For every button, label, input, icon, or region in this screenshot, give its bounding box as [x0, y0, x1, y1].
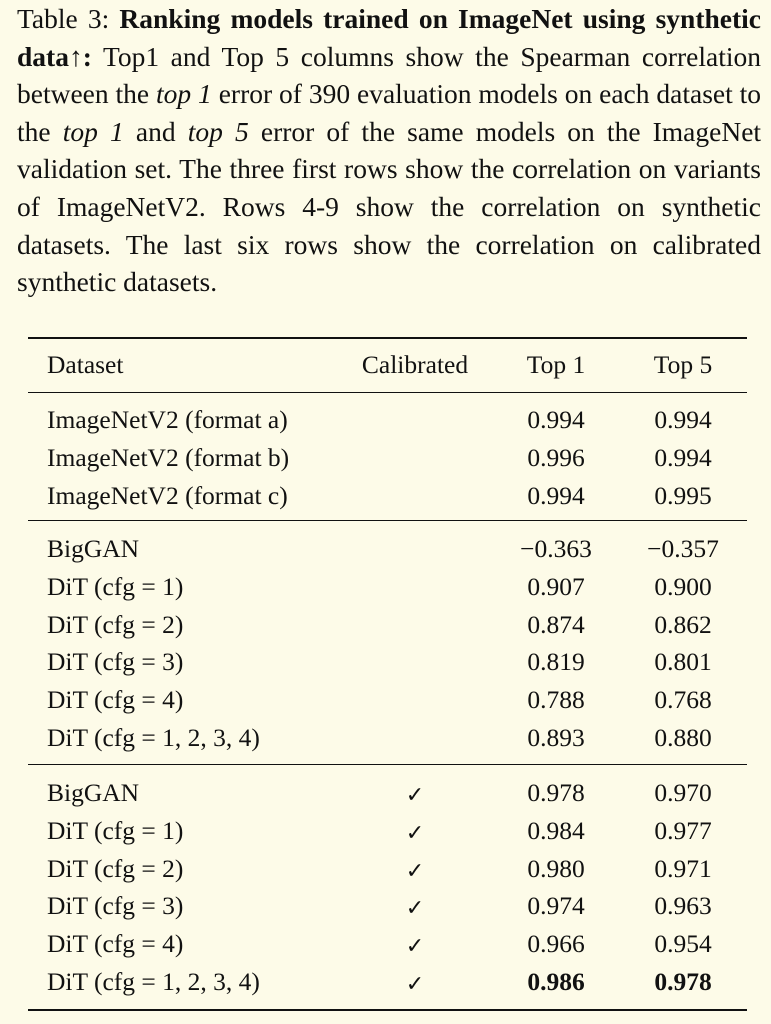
dataset-cell: DiT (cfg = 2) [47, 609, 184, 639]
top1-cell: 0.996 [527, 442, 585, 472]
dataset-cell: DiT (cfg = 4) [47, 929, 184, 959]
dataset-cell: DiT (cfg = 2) [47, 853, 184, 883]
dataset-cell: ImageNetV2 (format a) [47, 405, 288, 434]
up-arrow-icon: ↑: [68, 40, 92, 72]
top5-cell: 0.954 [654, 929, 712, 959]
table-top-rule [28, 337, 747, 339]
dataset-cell: BigGAN [47, 534, 140, 563]
calibrated-check-icon: ✓ [405, 783, 425, 808]
top1-cell: 0.893 [527, 723, 585, 752]
caption-text-4: error of the same models on the ImageNet validation set. The three first rows show the correlation on variants of ImageNetV2. Rows 4-9 show the correlation on synthetic datasets. The last six rows show the correlation on calibrated synthetic datasets. [17, 115, 762, 298]
caption-label: Table 3: [17, 3, 110, 34]
caption-em-3: top 5 [187, 115, 249, 147]
top5-cell: 0.978 [654, 967, 712, 996]
dataset-cell: DiT (cfg = 1) [47, 815, 184, 845]
top1-cell: −0.363 [520, 534, 592, 563]
top1-cell: 0.978 [527, 778, 585, 807]
top1-cell: 0.984 [527, 815, 585, 845]
calibrated-check-icon: ✓ [405, 858, 425, 884]
top5-cell: 0.862 [654, 609, 712, 639]
top1-cell: 0.788 [527, 685, 585, 715]
top5-cell: 0.971 [654, 853, 712, 883]
top5-cell: 0.880 [654, 723, 712, 752]
dataset-cell: DiT (cfg = 1) [47, 571, 184, 601]
top5-cell: 0.995 [654, 480, 712, 510]
header-dataset: Dataset [47, 350, 124, 379]
header-rule [28, 392, 747, 393]
caption-text-1: Top1 and Top 5 columns show the Spearman correlation between the [17, 40, 761, 110]
calibrated-check-icon: ✓ [405, 820, 425, 846]
top1-cell: 0.819 [527, 647, 585, 677]
caption-text-3: and [135, 115, 176, 147]
dataset-cell: ImageNetV2 (format c) [47, 480, 288, 510]
table-caption [17, 0, 761, 301]
top5-cell: 0.900 [654, 571, 712, 601]
caption-title: Ranking models trained on ImageNet using synthetic data↑: [17, 3, 761, 72]
header-top1: Top 1 [526, 350, 586, 379]
caption-em-1: top 1 [156, 78, 212, 110]
header-calibrated: Calibrated [361, 350, 469, 379]
header-top5: Top 5 [653, 350, 713, 379]
top5-cell: 0.970 [654, 778, 712, 807]
top5-cell: 0.963 [654, 891, 712, 921]
table-bottom-rule [28, 1009, 747, 1011]
top1-cell: 0.907 [527, 571, 585, 601]
top5-cell: 0.801 [654, 647, 712, 677]
dataset-cell: DiT (cfg = 1, 2, 3, 4) [47, 967, 260, 996]
dataset-cell: BigGAN [47, 778, 140, 807]
top1-cell: 0.974 [527, 891, 585, 921]
top5-cell: 0.977 [654, 815, 712, 845]
top1-cell: 0.966 [527, 929, 585, 959]
dataset-cell: DiT (cfg = 4) [47, 685, 184, 715]
top1-cell: 0.994 [527, 405, 585, 434]
top1-cell: 0.980 [527, 853, 585, 883]
group-rule-1 [28, 520, 747, 521]
caption-text-2: error of 390 evaluation models on each dataset to the [17, 78, 762, 147]
dataset-cell: ImageNetV2 (format b) [47, 442, 290, 472]
dataset-cell: DiT (cfg = 1, 2, 3, 4) [47, 723, 260, 752]
top1-cell: 0.994 [527, 480, 585, 510]
caption-em-2: top 1 [62, 115, 124, 147]
top5-cell: 0.994 [654, 405, 712, 434]
calibrated-check-icon: ✓ [405, 896, 425, 922]
top1-cell: 0.986 [527, 967, 585, 996]
group-rule-2 [28, 764, 747, 765]
top5-cell: 0.768 [654, 685, 712, 715]
calibrated-check-icon: ✓ [405, 934, 425, 960]
top5-cell: −0.357 [647, 534, 719, 563]
top5-cell: 0.994 [654, 442, 712, 472]
top1-cell: 0.874 [527, 609, 585, 639]
dataset-cell: DiT (cfg = 3) [47, 891, 184, 921]
calibrated-check-icon: ✓ [405, 972, 425, 997]
dataset-cell: DiT (cfg = 3) [47, 647, 184, 677]
